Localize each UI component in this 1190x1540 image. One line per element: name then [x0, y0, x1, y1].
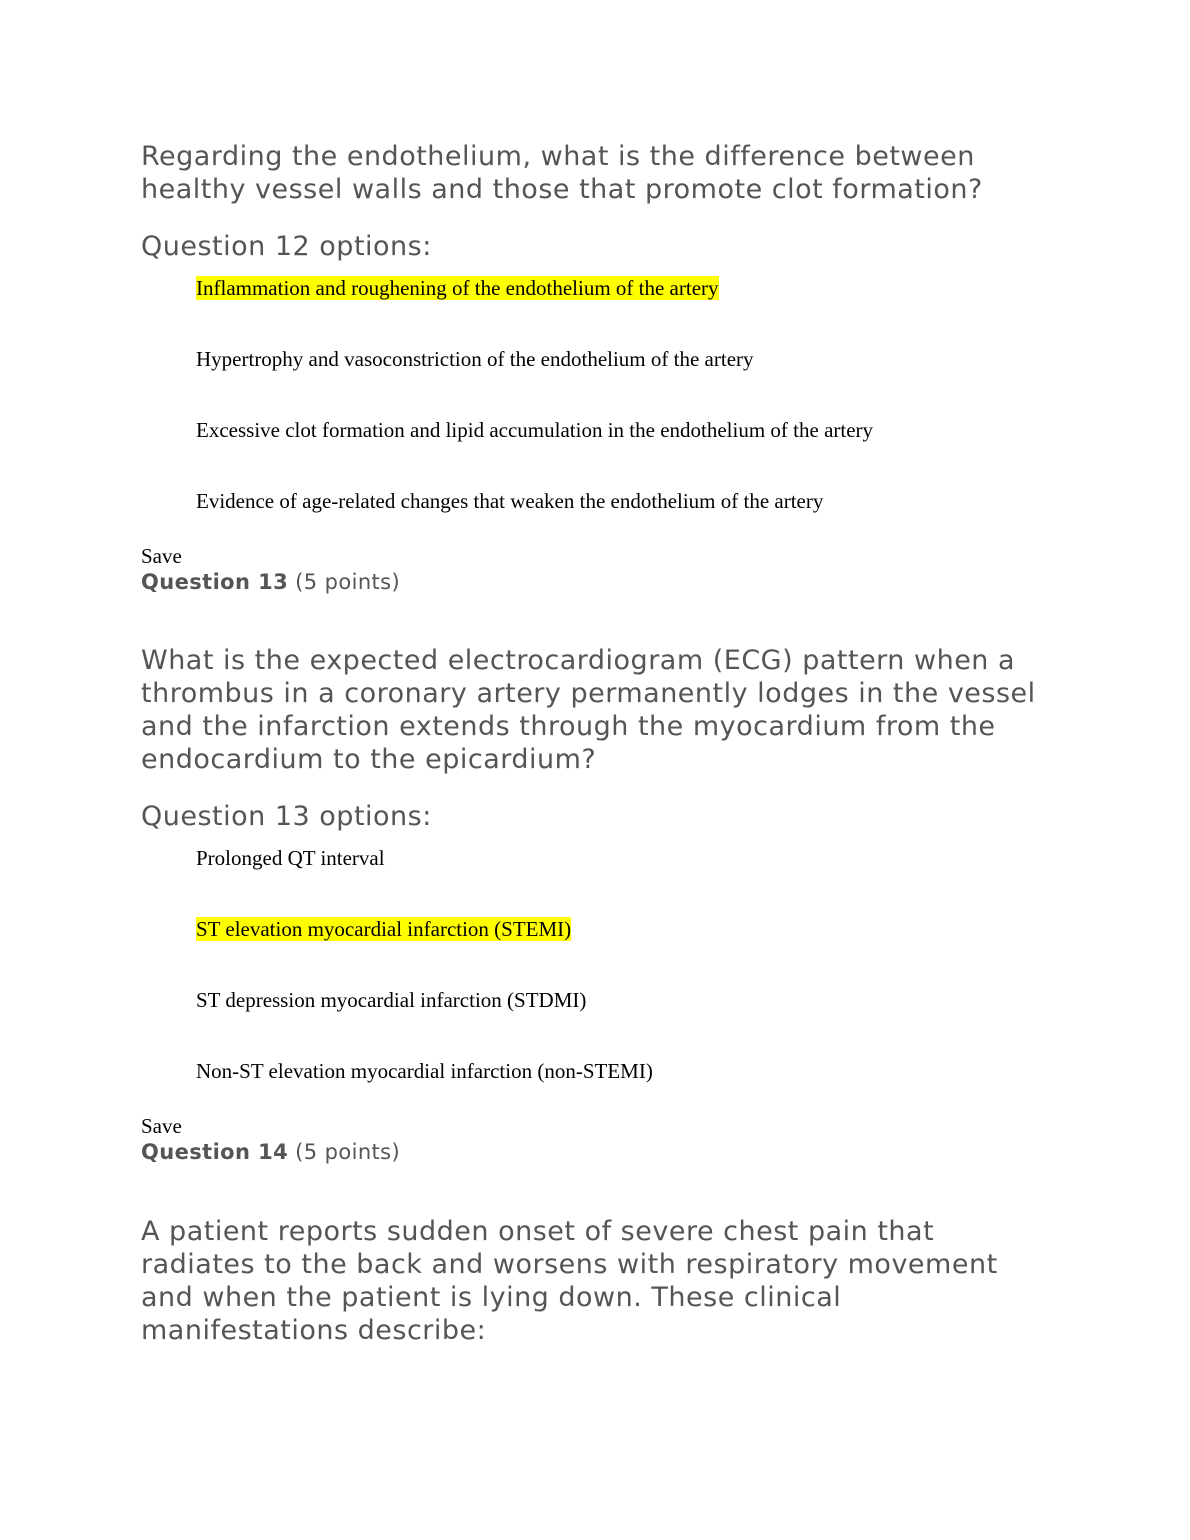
- question-13-points: (5 points): [295, 570, 401, 594]
- option-text: Excessive clot formation and lipid accumulation in the endothelium of the artery: [196, 418, 874, 442]
- option-text: Evidence of age-related changes that weaken the endothelium of the artery: [196, 489, 824, 513]
- question-13-save-button[interactable]: Save: [141, 1114, 182, 1138]
- option-text: Prolonged QT interval: [196, 846, 385, 870]
- question-14-header: [141, 1139, 1061, 1165]
- question-14: [141, 1139, 1061, 1347]
- question-13-title: Question 13: [141, 570, 289, 594]
- question-13-options-label: Question 13 options:: [141, 801, 432, 832]
- question-13-option-2[interactable]: [196, 916, 1061, 942]
- question-12-save-button[interactable]: Save: [141, 544, 182, 568]
- option-text: Non-ST elevation myocardial infarction (non-STEMI): [196, 1059, 653, 1083]
- option-text: Hypertrophy and vasoconstriction of the endothelium of the artery: [196, 347, 754, 371]
- question-12-option-4[interactable]: [196, 488, 1061, 514]
- option-text-highlighted: Inflammation and roughening of the endothelium of the artery: [196, 276, 719, 300]
- question-14-stem: A patient reports sudden onset of severe chest pain that radiates to the back and worsens with respiratory movement and when the patient is lying down. These clinical manifestations describe:: [141, 1216, 998, 1346]
- question-13-option-1[interactable]: [196, 845, 1061, 871]
- question-13: [141, 569, 1061, 1139]
- question-13-option-4[interactable]: [196, 1058, 1061, 1084]
- question-14-title: Question 14: [141, 1140, 289, 1164]
- question-12-stem: Regarding the endothelium, what is the difference between healthy vessel walls and those that promote clot formation?: [141, 141, 983, 205]
- question-13-header: [141, 569, 1061, 595]
- option-text: ST depression myocardial infarction (STDMI): [196, 988, 587, 1012]
- question-14-points: (5 points): [295, 1140, 401, 1164]
- question-13-option-3[interactable]: [196, 987, 1061, 1013]
- question-12-option-3[interactable]: [196, 417, 1061, 443]
- option-text-highlighted: ST elevation myocardial infarction (STEMI): [196, 917, 572, 941]
- question-13-stem: What is the expected electrocardiogram (ECG) pattern when a thrombus in a coronary artery permanently lodges in the vessel and the infarction extends through the myocardium from the endocardium to the epicardium?: [141, 645, 1036, 775]
- quiz-page: [141, 140, 1061, 1347]
- question-12-options-label: Question 12 options:: [141, 231, 432, 262]
- question-12: [141, 140, 1061, 569]
- question-12-option-2[interactable]: [196, 346, 1061, 372]
- question-13-options: [196, 845, 1061, 1084]
- question-12-option-1[interactable]: [196, 275, 1061, 301]
- question-12-options: [196, 275, 1061, 514]
